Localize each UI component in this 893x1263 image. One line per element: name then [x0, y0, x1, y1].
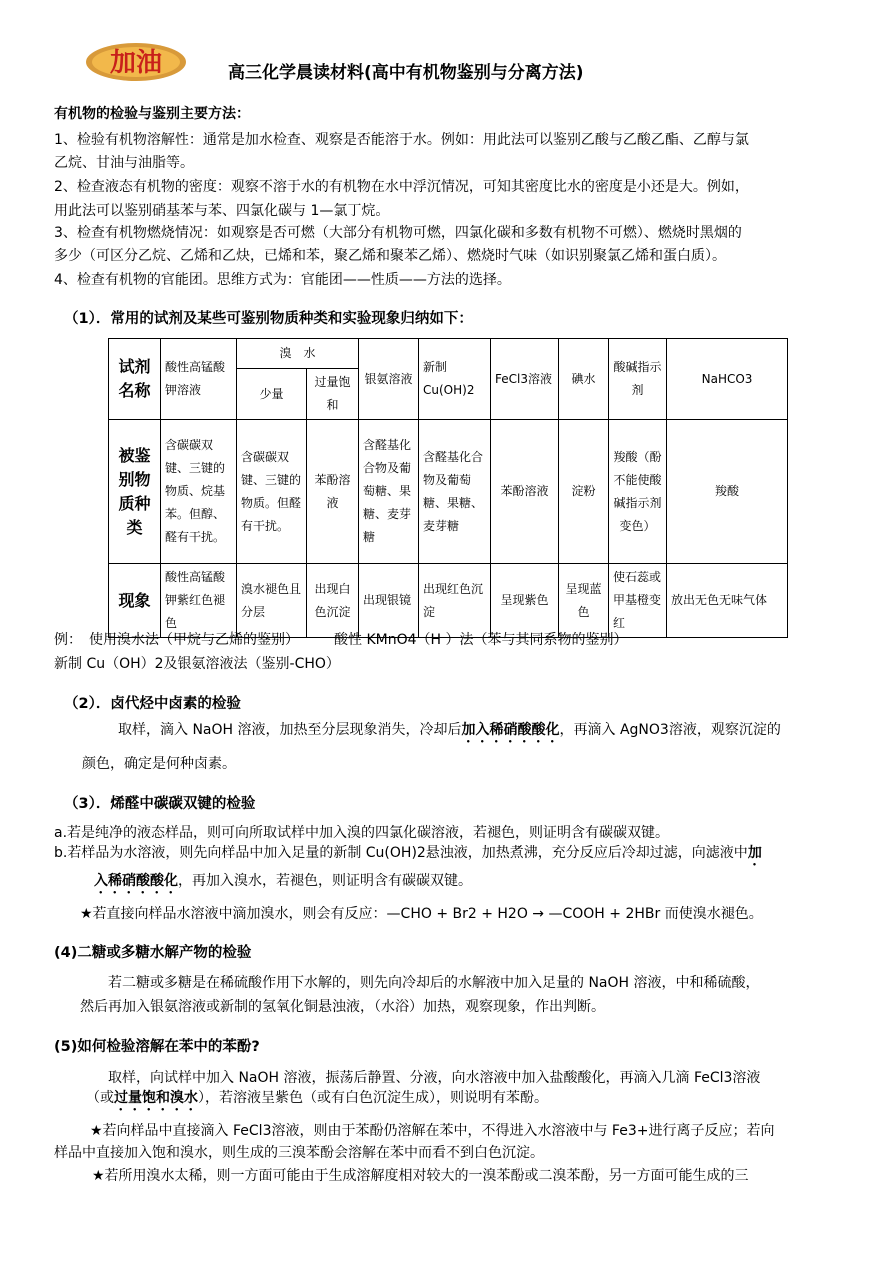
substance-cell: 含醛基化合物及葡萄糖、果糖、麦芽糖: [419, 420, 491, 564]
section5-star: 样品中直接加入饱和溴水，则生成的三溴苯酚会溶解在苯中而看不到白色沉淀。: [54, 1145, 544, 1161]
svg-text:加油: 加油: [109, 48, 163, 78]
section2-text: ，再滴入 AgNO3溶液，观察沉淀的: [559, 722, 781, 738]
phenomenon-cell: 放出无色无味气体: [667, 564, 788, 638]
section2-line: 颜色，确定是何种卤素。: [82, 756, 236, 772]
reagent-header: 新制Cu(OH)2: [419, 339, 491, 420]
section5-star: ★若向样品中直接滴入 FeCl3溶液，则由于苯酚仍溶解在苯中，不得进入水溶液中与 Fe3+进行离子反应；若向: [90, 1123, 775, 1139]
substance-cell: 含碳碳双键、三键的物质。但醛有干扰。: [237, 420, 307, 564]
phenomenon-cell: 出现银镜: [359, 564, 419, 638]
reagent-name-header: 试剂名称: [109, 339, 161, 420]
substance-cell: 淀粉: [559, 420, 609, 564]
phenomenon-cell: 溴水褪色且分层: [237, 564, 307, 638]
example-line: 新制 Cu（OH）2及银氨溶液法（鉴别-CHO）: [54, 656, 340, 672]
section5-line: [86, 1088, 548, 1114]
substance-cell: 苯酚溶液: [307, 420, 359, 564]
intro-line: 乙烷、甘油与油脂等。: [54, 155, 194, 171]
reagent-header: 少量: [237, 369, 307, 420]
section5-heading: (5)如何检验溶解在苯中的苯酚?: [54, 1039, 260, 1055]
substance-cell: 苯酚溶液: [491, 420, 559, 564]
page-title: 高三化学晨读材料(高中有机物鉴别与分离方法): [228, 63, 584, 83]
substance-cell: 羧酸（酚不能使酸碱指示剂变色）: [609, 420, 667, 564]
phenomenon-cell: 酸性高锰酸钾紫红色褪色: [161, 564, 237, 638]
emphasis-text: 入稀硝酸酸化: [94, 873, 178, 889]
section2-text: 取样，滴入 NaOH 溶液，加热至分层现象消失，冷却后: [118, 722, 462, 738]
example-line: 例： 使用溴水法（甲烷与乙烯的鉴别） 酸性 KMnO4（H ）法（苯与其同系物的鉴别）: [54, 632, 628, 648]
reagent-header: FeCl3溶液: [491, 339, 559, 420]
section3-text: b.若样品为水溶液，则先向样品中加入足量的新制 Cu(OH)2悬浊液，加热煮沸，充分反应后冷却过滤，向滤液中: [54, 845, 748, 861]
section5-line: 取样，向试样中加入 NaOH 溶液，振荡后静置、分液，向水溶液中加入盐酸酸化，再滴入几滴 FeCl3溶液: [108, 1070, 761, 1086]
section5-text: （或: [86, 1090, 114, 1106]
section3-star: ★若直接向样品水溶液中滴加溴水，则会有反应：—CHO + Br2 + H2O → —COOH + 2HBr 而使溴水褪色。: [80, 906, 763, 922]
logo: [80, 40, 188, 84]
section2-line: [118, 720, 781, 746]
section4-line: 然后再加入银氨溶液或新制的氢氧化铜悬浊液，（水浴）加热，观察现象，作出判断。: [80, 999, 605, 1015]
substance-cell: 含醛基化合物及葡萄糖、果糖、麦芽糖: [359, 420, 419, 564]
section3-heading: （3）．烯醛中碳碳双键的检验: [64, 796, 256, 812]
section1-heading: （1）．常用的试剂及某些可鉴别物质种类和实验现象归纳如下：: [64, 311, 473, 327]
substance-cell: 羧酸: [667, 420, 788, 564]
intro-heading: 有机物的检验与鉴别主要方法：: [54, 106, 250, 122]
section4-line: 若二糖或多糖是在稀硫酸作用下水解的，则先向冷却后的水解液中加入足量的 NaOH 溶液，中和稀硫酸，: [108, 975, 760, 991]
phenomenon-cell: 呈现蓝色: [559, 564, 609, 638]
phenomenon-cell: 出现红色沉淀: [419, 564, 491, 638]
substance-header: 被鉴别物质种类: [109, 420, 161, 564]
reagent-header: 过量饱和: [307, 369, 359, 420]
intro-line: 1、检验有机物溶解性：通常是加水检查、观察是否能溶于水。例如：用此法可以鉴别乙酸与乙酸乙酯、乙醇与氯: [54, 132, 749, 148]
emphasis-text: 过量饱和溴水: [114, 1090, 198, 1106]
section4-heading: (4)二糖或多糖水解产物的检验: [54, 945, 252, 961]
phenomenon-header: 现象: [109, 564, 161, 638]
intro-line: 2、检查液态有机物的密度：观察不溶于水的有机物在水中浮沉情况，可知其密度比水的密度是小还是大。例如，: [54, 179, 749, 195]
intro-line: 用此法可以鉴别硝基苯与苯、四氯化碳与 1—氯丁烷。: [54, 203, 390, 219]
emphasis-text: 加入稀硝酸酸化: [461, 722, 560, 738]
section5-text: ），若溶液呈紫色（或有白色沉淀生成），则说明有苯酚。: [198, 1090, 548, 1106]
reagent-header: 碘水: [559, 339, 609, 420]
reagent-header: 酸碱指示剂: [609, 339, 667, 420]
section3-text: ，再加入溴水，若褪色，则证明含有碳碳双键。: [178, 873, 472, 889]
intro-line: 3、检查有机物燃烧情况：如观察是否可燃（大部分有机物可燃，四氯化碳和多数有机物不可燃）、燃烧时黑烟的: [54, 225, 742, 241]
emphasis-text: 加: [747, 845, 762, 861]
section3-line: a.若是纯净的液态样品，则可向所取试样中加入溴的四氯化碳溶液，若褪色，则证明含有碳碳双键。: [54, 825, 670, 841]
reagent-table: [108, 338, 788, 638]
substance-cell: 含碳碳双键、三键的物质、烷基苯。但醇、醛有干扰。: [161, 420, 237, 564]
intro-line: 4、检查有机物的官能团。思维方式为：官能团——性质——方法的选择。: [54, 272, 511, 288]
phenomenon-cell: 呈现紫色: [491, 564, 559, 638]
phenomenon-cell: 出现白色沉淀: [307, 564, 359, 638]
section3-line: [54, 843, 762, 869]
reagent-header: NaHCO3: [667, 339, 788, 420]
intro-line: 多少（可区分乙烷、乙烯和乙炔，已烯和苯，聚乙烯和聚苯乙烯）、燃烧时气味（如识别聚氯乙烯和蛋白质）。: [54, 248, 726, 264]
section5-star: ★若所用溴水太稀，则一方面可能由于生成溶解度相对较大的一溴苯酚或二溴苯酚，另一方面可能生成的三: [92, 1168, 749, 1184]
phenomenon-cell: 使石蕊或甲基橙变红: [609, 564, 667, 638]
reagent-header: 银氨溶液: [359, 339, 419, 420]
bromine-water-header: 溴 水: [237, 339, 359, 369]
reagent-header: 酸性高锰酸钾溶液: [161, 339, 237, 420]
section3-line: [94, 871, 472, 897]
section2-heading: （2）．卤代烃中卤素的检验: [64, 696, 241, 712]
